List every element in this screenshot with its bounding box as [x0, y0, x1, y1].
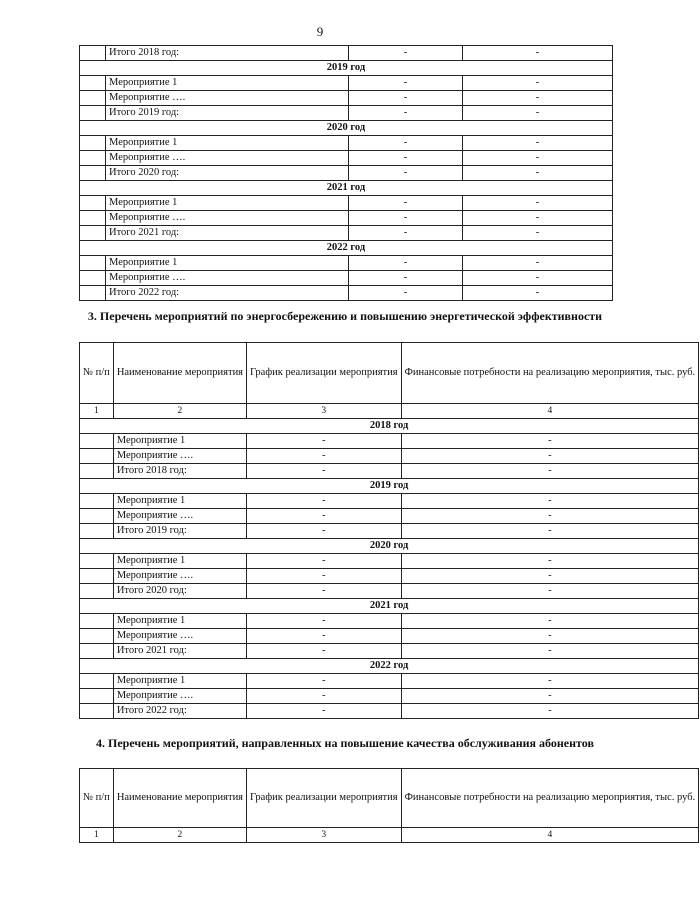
table-row: [80, 136, 613, 151]
table-row: [80, 91, 613, 106]
num-cell: [80, 584, 114, 599]
num-cell: [80, 286, 106, 301]
dash-cell: -: [247, 689, 402, 704]
event-label: Мероприятие 1: [106, 256, 349, 271]
dash-cell: -: [247, 584, 402, 599]
num-cell: [80, 449, 114, 464]
dash-cell: -: [401, 449, 699, 464]
table-row: [80, 211, 613, 226]
table-row: [80, 644, 699, 659]
dash-cell: -: [401, 704, 699, 719]
table-row: [80, 256, 613, 271]
total-label: Итого 2019 год:: [113, 524, 246, 539]
dash-cell: -: [463, 196, 613, 211]
header-row: [80, 343, 699, 404]
num-cell: [80, 76, 106, 91]
dash-cell: -: [247, 524, 402, 539]
num-cell: [80, 226, 106, 241]
dash-cell: -: [463, 226, 613, 241]
num-cell: [80, 494, 114, 509]
num-cell: [80, 106, 106, 121]
dash-cell: -: [247, 449, 402, 464]
year-heading: 2020 год: [80, 121, 613, 136]
num-cell: [80, 554, 114, 569]
num-cell: [80, 91, 106, 106]
year-row: [80, 419, 699, 434]
num-cell: [80, 151, 106, 166]
year-heading: 2022 год: [80, 241, 613, 256]
dash-cell: -: [349, 256, 463, 271]
table-row: [80, 494, 699, 509]
dash-cell: -: [247, 674, 402, 689]
year-row: [80, 181, 613, 196]
dash-cell: -: [463, 46, 613, 61]
col-index: 1: [80, 828, 114, 843]
table-row: [80, 449, 699, 464]
num-cell: [80, 569, 114, 584]
dash-cell: -: [349, 196, 463, 211]
dash-cell: -: [349, 46, 463, 61]
dash-cell: -: [401, 584, 699, 599]
dash-cell: -: [349, 271, 463, 286]
dash-cell: -: [247, 704, 402, 719]
year-heading: 2018 год: [80, 419, 699, 434]
table-row: [80, 629, 699, 644]
col-index: 2: [113, 404, 246, 419]
year-heading: 2019 год: [80, 61, 613, 76]
event-label: Мероприятие ….: [113, 629, 246, 644]
dash-cell: -: [401, 554, 699, 569]
dash-cell: -: [349, 136, 463, 151]
event-label: Мероприятие ….: [106, 271, 349, 286]
dash-cell: -: [463, 166, 613, 181]
table-row: [80, 106, 613, 121]
table-row: [80, 569, 699, 584]
dash-cell: -: [349, 286, 463, 301]
table-top-continuation: [79, 45, 613, 301]
total-label: Итого 2022 год:: [106, 286, 349, 301]
dash-cell: -: [247, 509, 402, 524]
dash-cell: -: [349, 91, 463, 106]
dash-cell: -: [349, 166, 463, 181]
dash-cell: -: [463, 136, 613, 151]
column-index-row: [80, 404, 699, 419]
table-row: [80, 509, 699, 524]
total-label: Итого 2018 год:: [106, 46, 349, 61]
dash-cell: -: [463, 256, 613, 271]
col-index: 3: [247, 404, 402, 419]
header-schedule: График реализации мероприятия: [247, 769, 402, 828]
table-row: [80, 226, 613, 241]
year-heading: 2021 год: [80, 599, 699, 614]
dash-cell: -: [463, 76, 613, 91]
total-label: Итого 2020 год:: [106, 166, 349, 181]
event-label: Мероприятие ….: [113, 509, 246, 524]
total-label: Итого 2021 год:: [106, 226, 349, 241]
num-cell: [80, 644, 114, 659]
event-label: Мероприятие 1: [106, 136, 349, 151]
table-row: [80, 614, 699, 629]
dash-cell: -: [463, 106, 613, 121]
total-label: Итого 2021 год:: [113, 644, 246, 659]
dash-cell: -: [401, 464, 699, 479]
dash-cell: -: [401, 494, 699, 509]
year-row: [80, 659, 699, 674]
dash-cell: -: [349, 106, 463, 121]
dash-cell: -: [349, 211, 463, 226]
year-row: [80, 121, 613, 136]
dash-cell: -: [247, 554, 402, 569]
dash-cell: -: [247, 464, 402, 479]
num-cell: [80, 689, 114, 704]
dash-cell: -: [349, 76, 463, 91]
dash-cell: -: [401, 644, 699, 659]
table-row: [80, 166, 613, 181]
dash-cell: -: [247, 644, 402, 659]
num-cell: [80, 256, 106, 271]
event-label: Мероприятие 1: [113, 494, 246, 509]
col-index: 4: [401, 828, 699, 843]
table-row: [80, 434, 699, 449]
header-name: Наименование мероприятия: [113, 343, 246, 404]
year-heading: 2021 год: [80, 181, 613, 196]
col-index: 4: [401, 404, 699, 419]
header-row: [80, 769, 699, 828]
year-row: [80, 61, 613, 76]
dash-cell: -: [247, 614, 402, 629]
table-row: [80, 524, 699, 539]
event-label: Мероприятие ….: [106, 211, 349, 226]
col-index: 1: [80, 404, 114, 419]
table-row: [80, 151, 613, 166]
num-cell: [80, 509, 114, 524]
num-cell: [80, 166, 106, 181]
table-row: [80, 704, 699, 719]
num-cell: [80, 524, 114, 539]
table-row: [80, 584, 699, 599]
header-finance: Финансовые потребности на реализацию мероприятия, тыс. руб.: [401, 769, 699, 828]
event-label: Мероприятие 1: [113, 674, 246, 689]
total-label: Итого 2019 год:: [106, 106, 349, 121]
dash-cell: -: [463, 91, 613, 106]
section-4-title: 4. Перечень мероприятий, направленных на повышение качества обслуживания абонентов: [96, 736, 594, 750]
dash-cell: -: [463, 151, 613, 166]
num-cell: [80, 136, 106, 151]
year-heading: 2022 год: [80, 659, 699, 674]
year-row: [80, 479, 699, 494]
header-num: № п/п: [80, 769, 114, 828]
dash-cell: -: [401, 509, 699, 524]
event-label: Мероприятие ….: [113, 689, 246, 704]
total-label: Итого 2018 год:: [113, 464, 246, 479]
dash-cell: -: [247, 569, 402, 584]
table-row: [80, 76, 613, 91]
event-label: Мероприятие 1: [113, 554, 246, 569]
col-index: 2: [113, 828, 246, 843]
dash-cell: -: [463, 211, 613, 226]
num-cell: [80, 674, 114, 689]
dash-cell: -: [401, 434, 699, 449]
event-label: Мероприятие 1: [106, 196, 349, 211]
num-cell: [80, 211, 106, 226]
event-label: Мероприятие ….: [113, 449, 246, 464]
column-index-row: [80, 828, 699, 843]
num-cell: [80, 271, 106, 286]
event-label: Мероприятие 1: [106, 76, 349, 91]
total-label: Итого 2020 год:: [113, 584, 246, 599]
header-num: № п/п: [80, 343, 114, 404]
year-heading: 2020 год: [80, 539, 699, 554]
year-row: [80, 539, 699, 554]
table-row: [80, 674, 699, 689]
table-row: [80, 271, 613, 286]
num-cell: [80, 704, 114, 719]
year-row: [80, 599, 699, 614]
header-schedule: График реализации мероприятия: [247, 343, 402, 404]
table-row: [80, 286, 613, 301]
header-name: Наименование мероприятия: [113, 769, 246, 828]
table-row: [80, 196, 613, 211]
dash-cell: -: [349, 226, 463, 241]
table-section-4: [79, 768, 699, 843]
dash-cell: -: [401, 629, 699, 644]
event-label: Мероприятие 1: [113, 614, 246, 629]
event-label: Мероприятие ….: [106, 91, 349, 106]
page-number: 9: [316, 24, 324, 39]
dash-cell: -: [401, 674, 699, 689]
total-label: Итого 2022 год:: [113, 704, 246, 719]
dash-cell: -: [401, 614, 699, 629]
table-section-3: [79, 342, 699, 719]
dash-cell: -: [247, 434, 402, 449]
dash-cell: -: [463, 271, 613, 286]
num-cell: [80, 196, 106, 211]
dash-cell: -: [401, 689, 699, 704]
event-label: Мероприятие 1: [113, 434, 246, 449]
col-index: 3: [247, 828, 402, 843]
num-cell: [80, 614, 114, 629]
num-cell: [80, 434, 114, 449]
dash-cell: -: [463, 286, 613, 301]
dash-cell: -: [247, 494, 402, 509]
table-row: [80, 464, 699, 479]
dash-cell: -: [247, 629, 402, 644]
num-cell: [80, 629, 114, 644]
section-3-title: 3. Перечень мероприятий по энергосбережению и повышению энергетической эффективности: [87, 309, 603, 323]
header-finance: Финансовые потребности на реализацию мероприятия, тыс. руб.: [401, 343, 699, 404]
dash-cell: -: [401, 524, 699, 539]
event-label: Мероприятие ….: [113, 569, 246, 584]
year-heading: 2019 год: [80, 479, 699, 494]
dash-cell: -: [401, 569, 699, 584]
num-cell: [80, 464, 114, 479]
dash-cell: -: [349, 151, 463, 166]
event-label: Мероприятие ….: [106, 151, 349, 166]
year-row: [80, 241, 613, 256]
table-row: [80, 554, 699, 569]
table-row: [80, 689, 699, 704]
table-row: [80, 46, 613, 61]
